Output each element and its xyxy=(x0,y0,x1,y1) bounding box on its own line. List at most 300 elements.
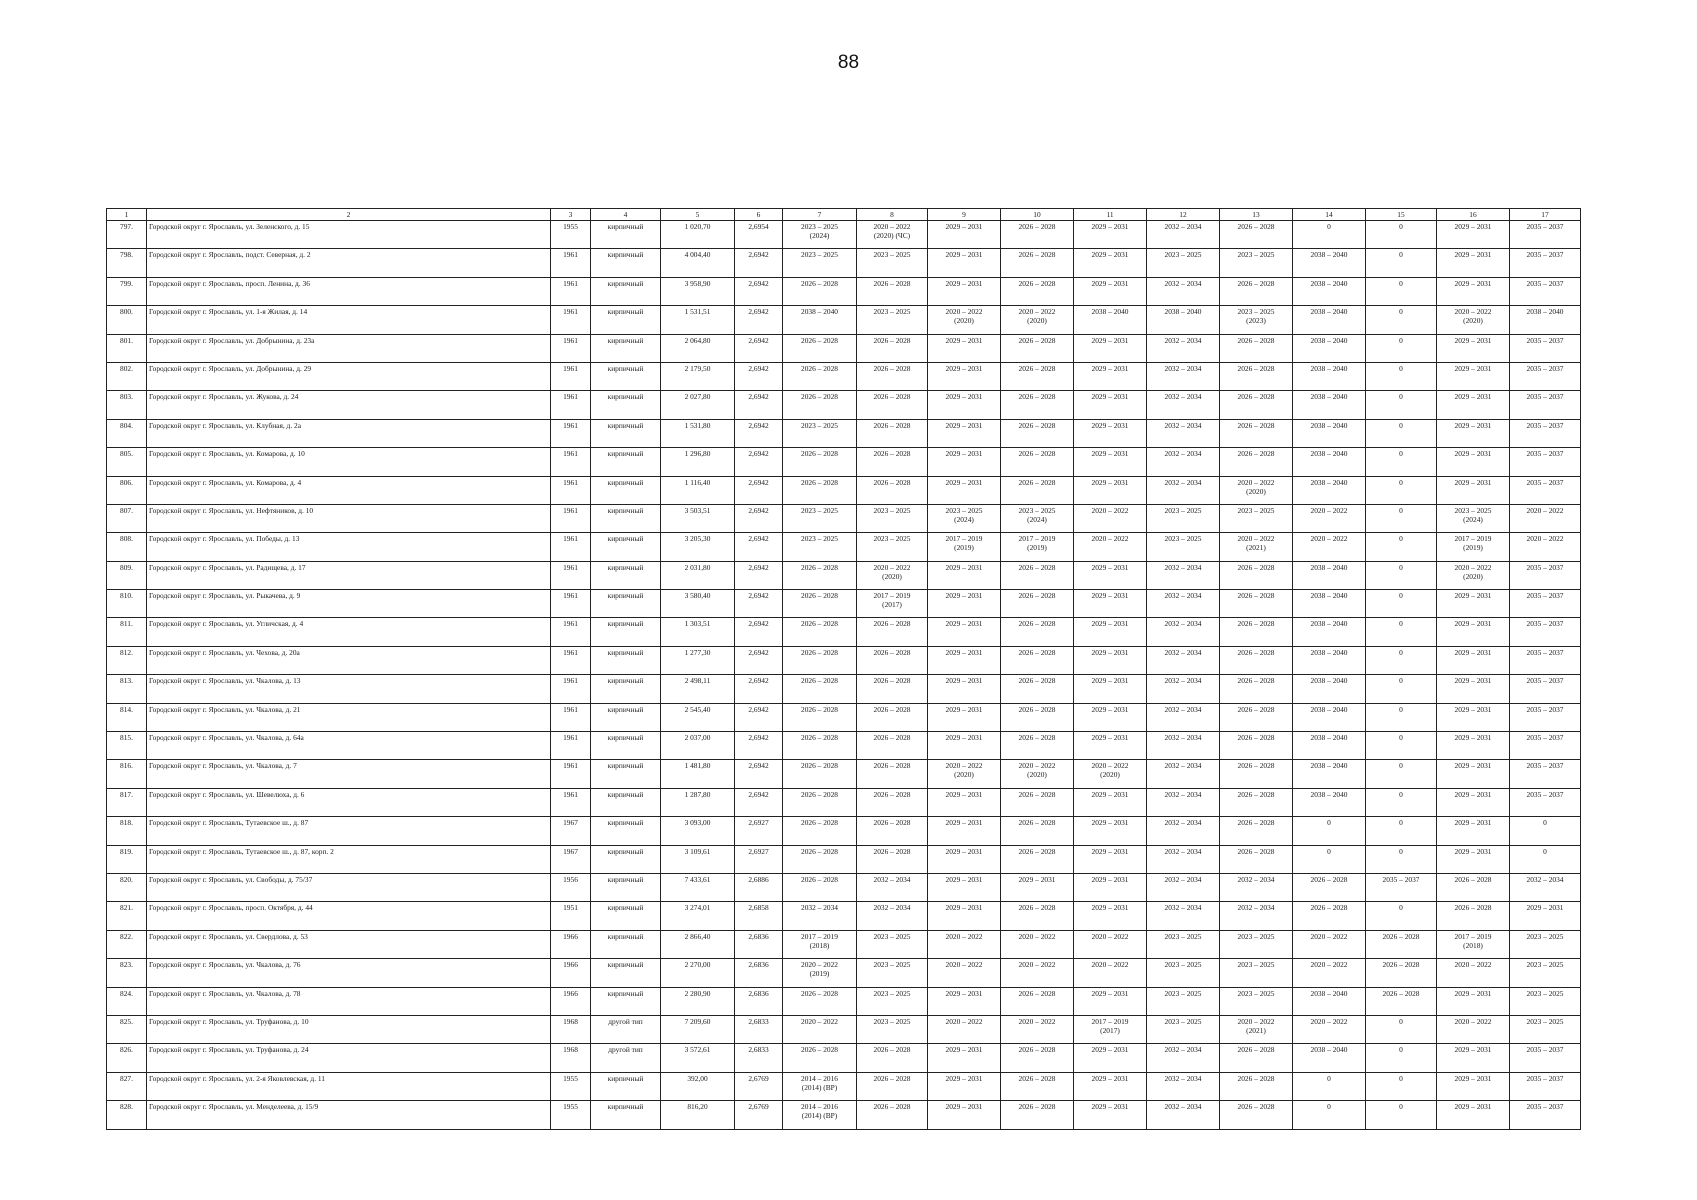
table-cell: 2023 – 2025 xyxy=(1220,249,1293,277)
table-cell: 2020 – 2022 (2020) xyxy=(1437,561,1510,589)
table-cell: 1966 xyxy=(551,987,591,1015)
table-cell: 4 004,40 xyxy=(661,249,735,277)
address-cell: Городской округ г. Ярославль, ул. Шевелюха, д. 6 xyxy=(147,788,551,816)
table-cell: 2038 – 2040 xyxy=(1510,306,1581,334)
table-cell: 1967 xyxy=(551,817,591,845)
table-cell: 2038 – 2040 xyxy=(1293,675,1366,703)
table-row xyxy=(107,675,1581,703)
table-cell: 2029 – 2031 xyxy=(1437,618,1510,646)
row-number-cell: 799. xyxy=(107,277,147,305)
table-cell: 2026 – 2028 xyxy=(1001,277,1074,305)
table-cell: 1961 xyxy=(551,362,591,390)
table-cell: 2035 – 2037 xyxy=(1510,419,1581,447)
table-cell: 2035 – 2037 xyxy=(1510,788,1581,816)
row-number-cell: 801. xyxy=(107,334,147,362)
table-cell: 2038 – 2040 xyxy=(1293,646,1366,674)
table-cell: 2032 – 2034 xyxy=(1147,760,1220,788)
table-cell: 2020 – 2022 xyxy=(1001,930,1074,958)
table-cell: 0 xyxy=(1366,334,1437,362)
table-cell: 2029 – 2031 xyxy=(1074,987,1147,1015)
table-row xyxy=(107,391,1581,419)
table-cell: 2,6942 xyxy=(735,675,783,703)
table-cell: 0 xyxy=(1366,902,1437,930)
table-cell: 2 545,40 xyxy=(661,703,735,731)
table-cell: 2026 – 2028 xyxy=(1001,845,1074,873)
table-cell: 2029 – 2031 xyxy=(1074,1101,1147,1129)
table-cell: 2035 – 2037 xyxy=(1510,1101,1581,1129)
table-cell: 2020 – 2022 xyxy=(1074,504,1147,532)
table-cell: 3 109,61 xyxy=(661,845,735,873)
table-cell: 2035 – 2037 xyxy=(1510,249,1581,277)
table-cell: 2029 – 2031 xyxy=(928,476,1001,504)
row-number-cell: 825. xyxy=(107,1015,147,1043)
table-cell: 2026 – 2028 xyxy=(1220,448,1293,476)
table-cell: кирпичный xyxy=(591,930,661,958)
table-cell: 2023 – 2025 xyxy=(783,504,857,532)
table-cell: 2023 – 2025 xyxy=(857,249,928,277)
table-cell: 2020 – 2022 xyxy=(1293,533,1366,561)
table-cell: 2035 – 2037 xyxy=(1510,1072,1581,1100)
table-cell: 1956 xyxy=(551,873,591,901)
table-cell: 2029 – 2031 xyxy=(1437,703,1510,731)
table-cell: 1961 xyxy=(551,561,591,589)
table-row xyxy=(107,902,1581,930)
table-row xyxy=(107,590,1581,618)
table-cell: 3 205,30 xyxy=(661,533,735,561)
row-number-cell: 828. xyxy=(107,1101,147,1129)
table-cell: 2020 – 2022 xyxy=(928,930,1001,958)
table-cell: 2,6942 xyxy=(735,788,783,816)
table-cell: 2023 – 2025 xyxy=(783,419,857,447)
table-cell: 2038 – 2040 xyxy=(1293,561,1366,589)
table-cell: кирпичный xyxy=(591,504,661,532)
table-cell: кирпичный xyxy=(591,476,661,504)
table-cell: 2032 – 2034 xyxy=(1147,277,1220,305)
table-cell: 2,6942 xyxy=(735,703,783,731)
table-cell: 2026 – 2028 xyxy=(1001,987,1074,1015)
table-cell: 2,6836 xyxy=(735,987,783,1015)
row-number-cell: 821. xyxy=(107,902,147,930)
column-header: 13 xyxy=(1220,209,1293,221)
table-cell: 2017 – 2019 (2019) xyxy=(1437,533,1510,561)
table-cell: 2038 – 2040 xyxy=(1293,362,1366,390)
table-cell: 2020 – 2022 xyxy=(1293,504,1366,532)
table-cell: 2032 – 2034 xyxy=(1147,590,1220,618)
table-cell: 2026 – 2028 xyxy=(857,646,928,674)
table-cell: 2026 – 2028 xyxy=(1001,732,1074,760)
table-cell: 2 027,80 xyxy=(661,391,735,419)
table-cell: 2023 – 2025 xyxy=(1510,959,1581,987)
table-cell: 2023 – 2025 xyxy=(1220,930,1293,958)
table-cell: 3 503,51 xyxy=(661,504,735,532)
table-cell: 2026 – 2028 xyxy=(1001,221,1074,249)
table-cell: 2026 – 2028 xyxy=(1220,618,1293,646)
row-number-cell: 798. xyxy=(107,249,147,277)
table-cell: 2023 – 2025 xyxy=(1147,249,1220,277)
table-row xyxy=(107,221,1581,249)
table-cell: 2029 – 2031 xyxy=(1074,419,1147,447)
table-cell: 2026 – 2028 xyxy=(783,873,857,901)
table-cell: 2029 – 2031 xyxy=(1074,334,1147,362)
table-cell: 2020 – 2022 (2020) xyxy=(928,306,1001,334)
table-cell: 2035 – 2037 xyxy=(1510,732,1581,760)
table-cell: 2038 – 2040 xyxy=(1293,306,1366,334)
table-cell: 2029 – 2031 xyxy=(928,732,1001,760)
table-cell: 1 277,30 xyxy=(661,646,735,674)
table-cell: кирпичный xyxy=(591,959,661,987)
table-cell: кирпичный xyxy=(591,845,661,873)
table-cell: 2029 – 2031 xyxy=(928,646,1001,674)
table-cell: 2029 – 2031 xyxy=(1437,590,1510,618)
table-cell: 1968 xyxy=(551,1044,591,1072)
table-cell: 2026 – 2028 xyxy=(1220,675,1293,703)
table-cell: 2032 – 2034 xyxy=(1147,561,1220,589)
table-cell: 3 093,00 xyxy=(661,817,735,845)
table-cell: 2,6942 xyxy=(735,760,783,788)
row-number-cell: 815. xyxy=(107,732,147,760)
table-cell: 2020 – 2022 xyxy=(1293,959,1366,987)
table-cell: 2023 – 2025 xyxy=(1147,533,1220,561)
table-cell: 3 580,40 xyxy=(661,590,735,618)
table-cell: 2026 – 2028 xyxy=(783,618,857,646)
table-cell: 1 481,80 xyxy=(661,760,735,788)
address-cell: Городской округ г. Ярославль, ул. Комарова, д. 4 xyxy=(147,476,551,504)
table-cell: 2026 – 2028 xyxy=(1001,334,1074,362)
table-cell: 2026 – 2028 xyxy=(1293,873,1366,901)
table-cell: 2,6954 xyxy=(735,221,783,249)
table-cell: 2023 – 2025 xyxy=(857,306,928,334)
table-cell: 2026 – 2028 xyxy=(783,987,857,1015)
table-cell: 2029 – 2031 xyxy=(1074,1044,1147,1072)
table-cell: 2023 – 2025 xyxy=(857,504,928,532)
table-cell: 2032 – 2034 xyxy=(1147,703,1220,731)
table-cell: 2,6927 xyxy=(735,845,783,873)
table-cell: 2032 – 2034 xyxy=(1147,362,1220,390)
row-number-cell: 804. xyxy=(107,419,147,447)
table-cell: 2,6769 xyxy=(735,1101,783,1129)
table-cell: 2023 – 2025 xyxy=(1147,930,1220,958)
table-cell: 0 xyxy=(1293,817,1366,845)
table-cell: 3 274,01 xyxy=(661,902,735,930)
table-row xyxy=(107,1101,1581,1129)
table-cell: 2023 – 2025 xyxy=(1147,504,1220,532)
address-cell: Городской округ г. Ярославль, ул. Рыкачева, д. 9 xyxy=(147,590,551,618)
table-cell: 2026 – 2028 xyxy=(1220,391,1293,419)
table-cell: 2032 – 2034 xyxy=(1147,817,1220,845)
address-cell: Городской округ г. Ярославль, ул. Добрынина, д. 23а xyxy=(147,334,551,362)
table-cell: 2020 – 2022 (2020) xyxy=(1001,306,1074,334)
table-cell: 2,6942 xyxy=(735,476,783,504)
table-cell: 2026 – 2028 xyxy=(1001,788,1074,816)
table-cell: 2,6942 xyxy=(735,277,783,305)
table-cell: 2026 – 2028 xyxy=(857,419,928,447)
table-cell: 2,6858 xyxy=(735,902,783,930)
table-cell: кирпичный xyxy=(591,873,661,901)
table-cell: 816,20 xyxy=(661,1101,735,1129)
table-cell: 2,6942 xyxy=(735,306,783,334)
table-cell: 2029 – 2031 xyxy=(1437,419,1510,447)
table-cell: кирпичный xyxy=(591,334,661,362)
table-cell: 2038 – 2040 xyxy=(783,306,857,334)
table-cell: 2026 – 2028 xyxy=(783,703,857,731)
table-cell: 1961 xyxy=(551,277,591,305)
table-cell: кирпичный xyxy=(591,249,661,277)
table-cell: 2026 – 2028 xyxy=(1001,362,1074,390)
table-cell: 2032 – 2034 xyxy=(1147,448,1220,476)
table-cell: 2029 – 2031 xyxy=(1437,1044,1510,1072)
table-cell: 2038 – 2040 xyxy=(1293,249,1366,277)
table-cell: 2026 – 2028 xyxy=(1001,646,1074,674)
table-cell: 2026 – 2028 xyxy=(783,760,857,788)
table-cell: 2,6942 xyxy=(735,732,783,760)
table-cell: 2029 – 2031 xyxy=(1437,391,1510,419)
table-cell: кирпичный xyxy=(591,788,661,816)
table-cell: 2029 – 2031 xyxy=(1437,845,1510,873)
table-cell: кирпичный xyxy=(591,306,661,334)
table-cell: 0 xyxy=(1366,845,1437,873)
address-cell: Городской округ г. Ярославль, ул. Труфанова, д. 10 xyxy=(147,1015,551,1043)
address-cell: Городской округ г. Ярославль, ул. Чкалова, д. 21 xyxy=(147,703,551,731)
table-cell: 2029 – 2031 xyxy=(1437,334,1510,362)
table-cell: 2026 – 2028 xyxy=(1220,590,1293,618)
table-cell: 2038 – 2040 xyxy=(1293,703,1366,731)
table-cell: 0 xyxy=(1293,1072,1366,1100)
column-header: 12 xyxy=(1147,209,1220,221)
table-cell: 2,6942 xyxy=(735,533,783,561)
address-cell: Городской округ г. Ярославль, ул. Победы, д. 13 xyxy=(147,533,551,561)
column-header: 5 xyxy=(661,209,735,221)
table-cell: кирпичный xyxy=(591,277,661,305)
table-cell: 2023 – 2025 xyxy=(1147,987,1220,1015)
table-cell: 2032 – 2034 xyxy=(1147,788,1220,816)
table-cell: 2026 – 2028 xyxy=(783,362,857,390)
address-cell: Городской округ г. Ярославль, ул. Комарова, д. 10 xyxy=(147,448,551,476)
table-cell: 2026 – 2028 xyxy=(783,817,857,845)
table-cell: 2026 – 2028 xyxy=(1001,476,1074,504)
table-cell: 2026 – 2028 xyxy=(1220,788,1293,816)
table-cell: 2029 – 2031 xyxy=(1437,732,1510,760)
table-cell: 2020 – 2022 xyxy=(1510,504,1581,532)
table-cell: 2023 – 2025 xyxy=(857,533,928,561)
table-row xyxy=(107,277,1581,305)
table-row xyxy=(107,362,1581,390)
table-cell: 2023 – 2025 xyxy=(857,959,928,987)
table-cell: 2029 – 2031 xyxy=(928,1072,1001,1100)
row-number-cell: 817. xyxy=(107,788,147,816)
table-cell: 0 xyxy=(1366,306,1437,334)
table-cell: 2020 – 2022 xyxy=(1293,930,1366,958)
table-cell: 2038 – 2040 xyxy=(1147,306,1220,334)
table-cell: 2023 – 2025 xyxy=(857,930,928,958)
table-cell: кирпичный xyxy=(591,987,661,1015)
table-cell: 2,6942 xyxy=(735,590,783,618)
table-cell: 1 287,80 xyxy=(661,788,735,816)
address-cell: Городской округ г. Ярославль, просп. Октября, д. 44 xyxy=(147,902,551,930)
table-cell: 2038 – 2040 xyxy=(1293,476,1366,504)
table-cell: 2017 – 2019 (2017) xyxy=(857,590,928,618)
table-cell: 1961 xyxy=(551,590,591,618)
table-cell: 2026 – 2028 xyxy=(783,448,857,476)
table-row xyxy=(107,1044,1581,1072)
table-row xyxy=(107,533,1581,561)
table-cell: 2026 – 2028 xyxy=(857,1101,928,1129)
table-cell: 2032 – 2034 xyxy=(1147,675,1220,703)
table-cell: 2,6927 xyxy=(735,817,783,845)
table-cell: 0 xyxy=(1366,476,1437,504)
table-cell: 2032 – 2034 xyxy=(857,902,928,930)
table-cell: 2,6942 xyxy=(735,646,783,674)
table-cell: 2017 – 2019 (2019) xyxy=(1001,533,1074,561)
table-row xyxy=(107,419,1581,447)
address-cell: Городской округ г. Ярославль, ул. Чкалова, д. 64а xyxy=(147,732,551,760)
table-cell: 2026 – 2028 xyxy=(857,362,928,390)
table-row xyxy=(107,249,1581,277)
table-cell: 2035 – 2037 xyxy=(1510,675,1581,703)
row-number-cell: 819. xyxy=(107,845,147,873)
table-cell: 2029 – 2031 xyxy=(1074,1072,1147,1100)
schedule-table-container xyxy=(106,208,1580,1130)
table-row xyxy=(107,873,1581,901)
table-cell: 1961 xyxy=(551,306,591,334)
column-header: 1 xyxy=(107,209,147,221)
column-header: 3 xyxy=(551,209,591,221)
address-cell: Городской округ г. Ярославль, ул. Добрынина, д. 29 xyxy=(147,362,551,390)
table-cell: кирпичный xyxy=(591,732,661,760)
table-cell: 2020 – 2022 (2020) xyxy=(928,760,1001,788)
table-cell: 2038 – 2040 xyxy=(1293,1044,1366,1072)
table-cell: 1961 xyxy=(551,504,591,532)
table-cell: 2026 – 2028 xyxy=(1001,1044,1074,1072)
table-cell: 1 531,51 xyxy=(661,306,735,334)
table-cell: 2029 – 2031 xyxy=(1437,646,1510,674)
table-cell: 0 xyxy=(1366,533,1437,561)
table-cell: 2038 – 2040 xyxy=(1293,760,1366,788)
table-row xyxy=(107,703,1581,731)
column-header: 6 xyxy=(735,209,783,221)
table-cell: 7 209,60 xyxy=(661,1015,735,1043)
table-cell: 1961 xyxy=(551,334,591,362)
table-cell: 0 xyxy=(1366,732,1437,760)
table-cell: 2029 – 2031 xyxy=(928,561,1001,589)
table-cell: 2020 – 2022 xyxy=(1510,533,1581,561)
table-cell: 2029 – 2031 xyxy=(1074,675,1147,703)
table-row xyxy=(107,448,1581,476)
table-cell: 2020 – 2022 (2020) (ЧС) xyxy=(857,221,928,249)
table-cell: 0 xyxy=(1366,1072,1437,1100)
table-cell: 2026 – 2028 xyxy=(857,788,928,816)
address-cell: Городской округ г. Ярославль, ул. Свободы, д. 75/37 xyxy=(147,873,551,901)
table-cell: 1 296,80 xyxy=(661,448,735,476)
table-cell: 2026 – 2028 xyxy=(783,277,857,305)
table-cell: 2032 – 2034 xyxy=(1147,1101,1220,1129)
table-cell: 0 xyxy=(1293,1101,1366,1129)
table-cell: 2,6942 xyxy=(735,362,783,390)
table-cell: 2026 – 2028 xyxy=(1220,221,1293,249)
table-cell: 2017 – 2019 (2017) xyxy=(1074,1015,1147,1043)
column-header: 4 xyxy=(591,209,661,221)
table-cell: 392,00 xyxy=(661,1072,735,1100)
table-cell: 2020 – 2022 (2020) xyxy=(1074,760,1147,788)
table-cell: 2 498,11 xyxy=(661,675,735,703)
table-cell: 2,6942 xyxy=(735,448,783,476)
address-cell: Городской округ г. Ярославль, ул. 2-я Яковлевская, д. 11 xyxy=(147,1072,551,1100)
table-row xyxy=(107,334,1581,362)
table-cell: 2035 – 2037 xyxy=(1510,362,1581,390)
table-cell: 2026 – 2028 xyxy=(1001,1072,1074,1100)
page-number: 88 xyxy=(837,52,860,73)
table-cell: 2020 – 2022 (2019) xyxy=(783,959,857,987)
table-cell: 2020 – 2022 (2020) xyxy=(1001,760,1074,788)
table-cell: 1966 xyxy=(551,930,591,958)
table-cell: 2023 – 2025 (2024) xyxy=(1001,504,1074,532)
column-header: 17 xyxy=(1510,209,1581,221)
table-cell: 1955 xyxy=(551,1101,591,1129)
table-cell: 2026 – 2028 xyxy=(1366,959,1437,987)
table-cell: 2029 – 2031 xyxy=(1437,476,1510,504)
table-cell: 2029 – 2031 xyxy=(928,1044,1001,1072)
row-number-cell: 826. xyxy=(107,1044,147,1072)
table-cell: 0 xyxy=(1366,675,1437,703)
table-cell: 2026 – 2028 xyxy=(783,391,857,419)
table-cell: 2026 – 2028 xyxy=(783,732,857,760)
table-cell: 2026 – 2028 xyxy=(1220,419,1293,447)
table-cell: 2026 – 2028 xyxy=(783,334,857,362)
table-cell: 2029 – 2031 xyxy=(1437,221,1510,249)
table-cell: 2029 – 2031 xyxy=(1437,249,1510,277)
table-cell: 0 xyxy=(1366,1101,1437,1129)
table-cell: 0 xyxy=(1366,391,1437,419)
table-cell: 2032 – 2034 xyxy=(1147,618,1220,646)
table-cell: 2 179,50 xyxy=(661,362,735,390)
table-cell: 2038 – 2040 xyxy=(1293,987,1366,1015)
table-cell: 2038 – 2040 xyxy=(1074,306,1147,334)
table-cell: 2026 – 2028 xyxy=(1001,590,1074,618)
table-cell: 2029 – 2031 xyxy=(1437,760,1510,788)
table-cell: другой тип xyxy=(591,1015,661,1043)
table-cell: 1961 xyxy=(551,675,591,703)
table-cell: 2,6942 xyxy=(735,249,783,277)
table-cell: 0 xyxy=(1366,277,1437,305)
table-cell: 2,6942 xyxy=(735,419,783,447)
table-cell: 2,6942 xyxy=(735,504,783,532)
table-cell: 0 xyxy=(1366,504,1437,532)
table-cell: 2,6942 xyxy=(735,618,783,646)
table-cell: 0 xyxy=(1366,646,1437,674)
table-cell: 2032 – 2034 xyxy=(1220,873,1293,901)
table-cell: 2023 – 2025 xyxy=(1510,930,1581,958)
address-cell: Городской округ г. Ярославль, ул. Свердлова, д. 53 xyxy=(147,930,551,958)
table-cell: 2026 – 2028 xyxy=(1220,845,1293,873)
table-cell: 2020 – 2022 (2020) xyxy=(1220,476,1293,504)
table-cell: 0 xyxy=(1366,1044,1437,1072)
table-cell: 2017 – 2019 (2018) xyxy=(783,930,857,958)
table-cell: 2026 – 2028 xyxy=(1001,618,1074,646)
table-cell: 0 xyxy=(1510,845,1581,873)
table-cell: кирпичный xyxy=(591,1101,661,1129)
table-cell: 2029 – 2031 xyxy=(1437,277,1510,305)
table-cell: 0 xyxy=(1366,760,1437,788)
table-row xyxy=(107,760,1581,788)
table-cell: 2032 – 2034 xyxy=(1147,391,1220,419)
table-cell: 2026 – 2028 xyxy=(857,476,928,504)
table-cell: 1961 xyxy=(551,760,591,788)
table-cell: 2029 – 2031 xyxy=(1001,873,1074,901)
address-cell: Городской округ г. Ярославль, ул. Чкалова, д. 76 xyxy=(147,959,551,987)
table-cell: 2026 – 2028 xyxy=(783,845,857,873)
table-cell: 2035 – 2037 xyxy=(1510,703,1581,731)
table-cell: кирпичный xyxy=(591,221,661,249)
table-cell: 2,6836 xyxy=(735,959,783,987)
